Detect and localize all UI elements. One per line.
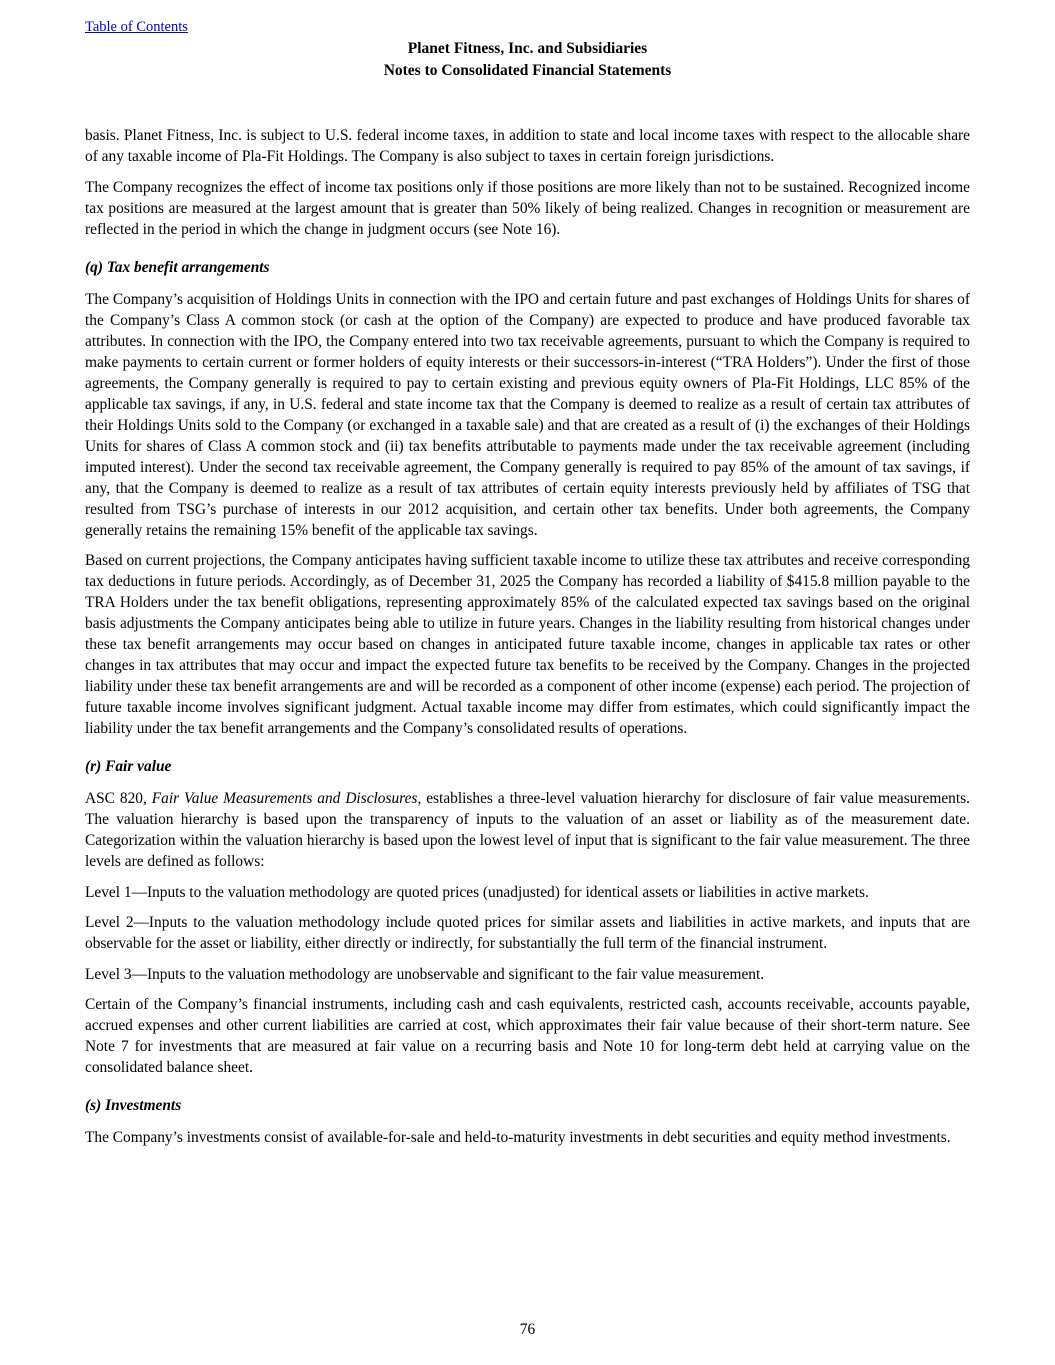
- asc-820-title-italic: Fair Value Measurements and Disclosures: [151, 790, 418, 807]
- document-subtitle: Notes to Consolidated Financial Statements: [383, 62, 672, 79]
- document-header: [85, 38, 970, 82]
- paragraph-level-2: Level 2—Inputs to the valuation methodology include quoted prices for similar assets and liabilities in active markets, and inputs that are observable for the asset or liability, either directly or indirectly, for substantially the full term of the financial instrument.: [85, 914, 970, 952]
- paragraph-income-tax-basis: basis. Planet Fitness, Inc. is subject to U.S. federal income taxes, in addition to state and local income taxes with respect to the allocable share of any taxable income of Pla-Fit Holdings. The Company is also subject to taxes in certain foreign jurisdictions.: [85, 127, 970, 165]
- heading-fair-value: (r) Fair value: [85, 758, 172, 775]
- document-body: [85, 125, 970, 1148]
- paragraph-fair-value-closing: Certain of the Company’s financial instruments, including cash and cash equivalents, restricted cash, accounts receivable, accounts payable, accrued expenses and other current liabilities are carried at cost, which approximates their fair value because of their short-term nature. See Note 7 for investments that are measured at fair value on a recurring basis and Note 10 for long-term debt held at carrying value on the consolidated balance sheet.: [85, 996, 970, 1076]
- paragraph-tax-benefit-1: The Company’s acquisition of Holdings Units in connection with the IPO and certain future and past exchanges of Holdings Units for shares of the Company’s Class A common stock (or cash at the option of the Company) are expected to produce and have produced favorable tax attributes. In connection with the IPO, the Company entered into two tax receivable agreements, pursuant to which the Company is required to make payments to certain current or former holders of equity interests or their successors-in-interest (“TRA Holders”). Under the first of those agreements, the Company generally is required to pay to certain existing and previous equity owners of Pla-Fit Holdings, LLC 85% of the applicable tax savings, if any, in U.S. federal and state income tax that the Company is deemed to realize as a result of certain tax attributes of their Holdings Units sold to the Company (or exchanged in a taxable sale) and that are created as a result of (i) the exchanges of their Holdings Units for shares of Class A common stock and (ii) tax benefits attributable to payments made under the tax receivable agreement (including imputed interest). Under the second tax receivable agreement, the Company generally is required to pay 85% of the amount of tax savings, if any, that the Company is deemed to realize as a result of tax attributes of certain equity interests previously held by affiliates of TSG that resulted from TSG’s purchase of interests in our 2012 acquisition, and certain other tax benefits. Under both agreements, the Company generally retains the remaining 15% benefit of the applicable tax savings.: [85, 290, 970, 539]
- paragraph-level-1: Level 1—Inputs to the valuation methodology are quoted prices (unadjusted) for identical assets or liabilities in active markets.: [85, 883, 869, 901]
- heading-investments: (s) Investments: [85, 1097, 182, 1114]
- page-number: 76: [519, 1321, 536, 1338]
- document-title: Planet Fitness, Inc. and Subsidiaries: [407, 40, 648, 57]
- paragraph-tax-benefit-2: Based on current projections, the Company anticipates having sufficient taxable income to utilize these tax attributes and receive corresponding tax deductions in future periods. Accordingly, as of December 31, 2025 the Company has recorded a liability of $415.8 million payable to the TRA Holders under the tax benefit obligations, representing approximately 85% of the calculated expected tax savings based on the original basis adjustments the Company anticipates being able to utilize in future years. Changes in the liability resulting from historical changes under these tax benefit arrangements may occur based on changes in anticipated future taxable income, changes in applicable tax rates or other changes in tax attributes that may occur and impact the expected future tax benefits to be received by the Company. Changes in the projected liability under these tax benefit arrangements are and will be recorded as a component of other income (expense) each period. The projection of future taxable income involves significant judgment. Actual taxable income may differ from estimates, which could significantly impact the liability under the tax benefit arrangements and the Company’s consolidated results of operations.: [85, 552, 970, 737]
- toc-row: [85, 18, 970, 36]
- fair-value-intro-post: , establishes a three-level valuation hierarchy for disclosure of fair value measurements. The valuation hierarchy is based upon the transparency of inputs to the valuation of an asset or liability as of the measurement date. Categorization within the valuation hierarchy is based upon the lowest level of input that is significant to the fair value measurement. The three levels are defined as follows:: [85, 790, 970, 870]
- fair-value-intro-pre: ASC 820,: [85, 790, 152, 807]
- heading-tax-benefit-arrangements: (q) Tax benefit arrangements: [85, 258, 270, 276]
- paragraph-investments: The Company’s investments consist of available-for-sale and held-to-maturity investments in debt securities and equity method investments.: [85, 1129, 951, 1146]
- paragraph-income-tax-recognition: The Company recognizes the effect of income tax positions only if those positions are more likely than not to be sustained. Recognized income tax positions are measured at the largest amount that is greater than 50% likely of being realized. Changes in recognition or measurement are reflected in the period in which the change in judgment occurs (see Note 16).: [85, 178, 970, 238]
- table-of-contents-link[interactable]: Table of Contents: [85, 19, 188, 35]
- paragraph-level-3: Level 3—Inputs to the valuation methodology are unobservable and significant to the fair value measurement.: [85, 965, 765, 983]
- paragraph-fair-value-intro: [85, 788, 970, 872]
